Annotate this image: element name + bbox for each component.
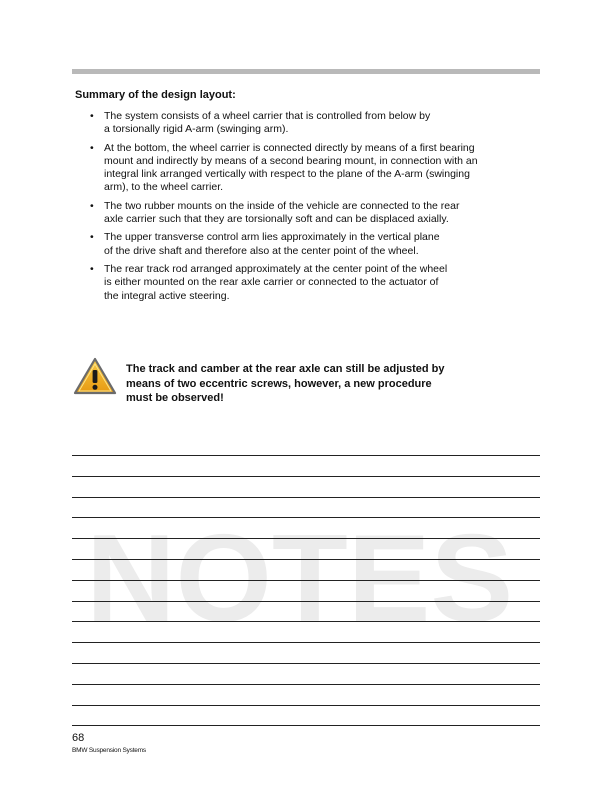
bullet-line: The system consists of a wheel carrier that is controlled from below by (104, 110, 431, 122)
bullet-line: The two rubber mounts on the inside of the vehicle are connected to the rear (104, 199, 460, 212)
bullet-item (88, 110, 536, 137)
note-line (72, 725, 540, 726)
bullet-line: a torsionally rigid A-arm (swinging arm). (104, 123, 289, 136)
notes-watermark: NOTES (86, 510, 514, 648)
bullet-item (88, 200, 536, 227)
bullet-dot-icon: • (90, 110, 94, 122)
bullet-line: is either mounted on the rear axle carrier or connected to the actuator of (104, 276, 439, 289)
summary-bullet-list (88, 110, 536, 308)
bullet-dot-icon: • (90, 199, 94, 212)
bullet-dot-icon: • (90, 231, 94, 244)
note-line (72, 642, 540, 643)
header-rule (72, 69, 540, 74)
warning-line: means of two eccentric screws, however, a new procedure (126, 377, 432, 390)
note-line (72, 476, 540, 477)
bullet-line: At the bottom, the wheel carrier is connected directly by means of a first bearing (104, 141, 475, 154)
warning-triangle-icon (72, 356, 118, 396)
warning-line: The track and camber at the rear axle can still be adjusted by (126, 363, 445, 375)
bullet-dot-icon: • (90, 141, 94, 154)
note-line (72, 621, 540, 622)
note-line (72, 538, 540, 539)
bullet-line: of the drive shaft and therefore also at the center point of the wheel. (104, 244, 419, 257)
footer-title: BMW Suspension Systems (72, 747, 146, 754)
note-line (72, 601, 540, 602)
section-heading: Summary of the design layout: (75, 89, 236, 101)
note-line (72, 684, 540, 685)
bullet-item (88, 263, 536, 303)
bullet-line: axle carrier such that they are torsionally soft and can be displaced axially. (104, 213, 449, 226)
note-line (72, 580, 540, 581)
bullet-line: arm), to the wheel carrier. (104, 181, 224, 194)
note-line (72, 497, 540, 498)
note-line (72, 705, 540, 706)
note-line (72, 455, 540, 456)
note-line (72, 663, 540, 664)
bullet-line: The upper transverse control arm lies approximately in the vertical plane (104, 231, 440, 244)
bullet-dot-icon: • (90, 262, 94, 275)
warning-line: must be observed! (126, 392, 224, 404)
bullet-line: mount and indirectly by means of a second bearing mount, in connection with an (104, 154, 478, 167)
bullet-item (88, 231, 536, 258)
note-line (72, 559, 540, 560)
bullet-line: the integral active steering. (104, 289, 230, 302)
bullet-line: integral link arranged vertically with respect to the plane of the A-arm (swinging (104, 168, 470, 181)
bullet-line: The rear track rod arranged approximately at the center point of the wheel (104, 262, 448, 275)
bullet-item (88, 142, 536, 195)
note-line (72, 517, 540, 518)
warning-text (126, 362, 506, 406)
page-number: 68 (72, 732, 85, 744)
